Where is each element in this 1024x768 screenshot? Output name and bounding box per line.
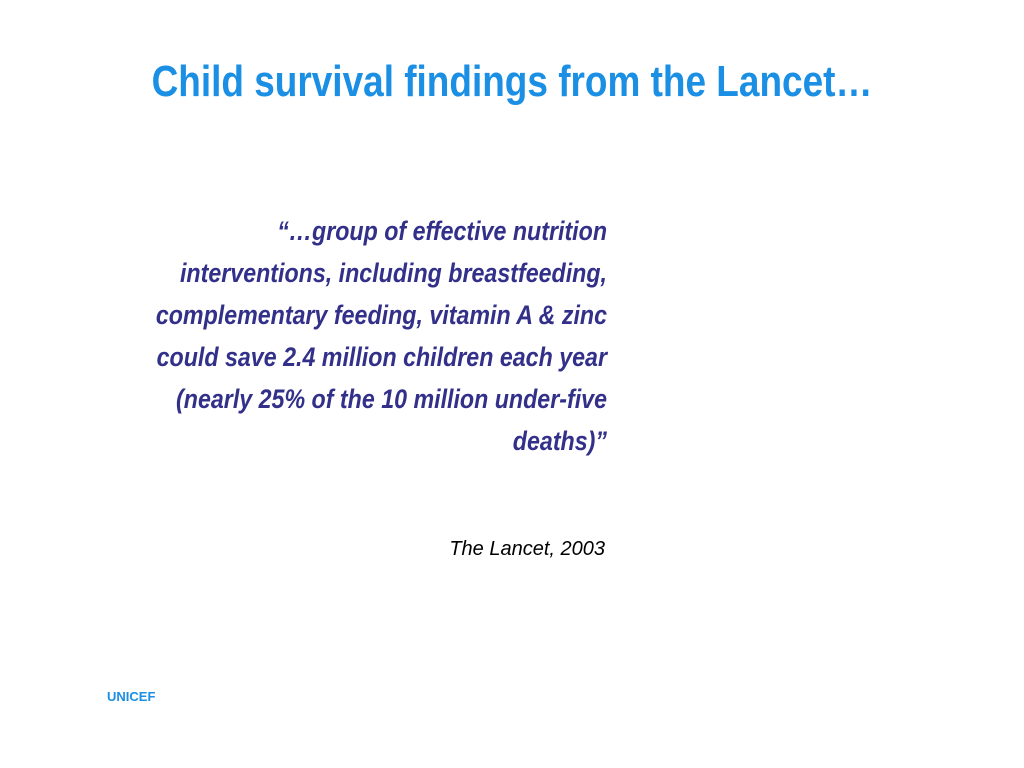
quote-line: could save 2.4 million children each year: [156, 342, 607, 372]
footer-brand-label: UNICEF: [107, 689, 156, 704]
slide-title: Child survival findings from the Lancet…: [151, 57, 873, 106]
quote-text: [85, 210, 607, 462]
quote-line: (nearly 25% of the 10 million under-five: [176, 384, 607, 414]
quote-line: “…group of effective nutrition: [277, 216, 607, 246]
quote-line: complementary feeding, vitamin A & zinc: [155, 300, 607, 330]
quote-block: [0, 210, 607, 462]
quote-line: interventions, including breastfeeding,: [179, 258, 607, 288]
citation: The Lancet, 2003: [449, 538, 605, 560]
quote-line: deaths)”: [512, 426, 607, 456]
